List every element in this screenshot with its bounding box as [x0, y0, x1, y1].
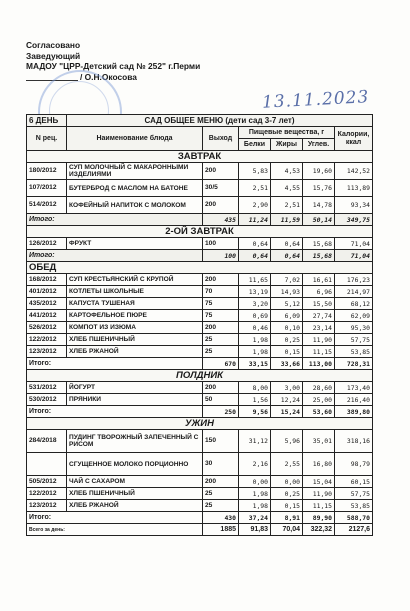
total-proteins: 37,24	[239, 512, 271, 524]
proteins-value: 3,20	[239, 298, 271, 310]
header-row-1	[27, 115, 373, 127]
carbs-value: 35,01	[303, 430, 335, 453]
dish-output: 150	[203, 430, 239, 453]
col-dish-name: Наименование блюда	[67, 127, 203, 151]
total-output: 670	[203, 358, 239, 370]
fats-value: 7,02	[271, 274, 303, 286]
total-row	[27, 512, 373, 524]
total-fats: 15,24	[271, 406, 303, 418]
dish-output: 25	[203, 500, 239, 512]
dish-name: КАРТОФЕЛЬНОЕ ПЮРЕ	[67, 310, 203, 322]
recipe-number: 435/2012	[27, 298, 67, 310]
col-carbs: Углев.	[303, 139, 335, 151]
dish-row	[27, 197, 373, 214]
dish-name: ПУДИНГ ТВОРОЖНЫЙ ЗАПЕЧЕННЫЙ С РИСОМ	[67, 430, 203, 453]
fats-value: 5,96	[271, 430, 303, 453]
dish-name: ХЛЕБ РЖАНОЙ	[67, 500, 203, 512]
dish-output: 30	[203, 453, 239, 476]
dish-output: 200	[203, 163, 239, 180]
total-fats: 33,66	[271, 358, 303, 370]
fats-value: 0,15	[271, 500, 303, 512]
calories-value: 216,40	[335, 394, 373, 406]
carbs-value: 11,15	[303, 346, 335, 358]
total-row	[27, 250, 373, 262]
recipe-number: 180/2012	[27, 163, 67, 180]
proteins-value: 2,51	[239, 180, 271, 197]
proteins-value: 2,90	[239, 197, 271, 214]
section-header	[27, 151, 373, 163]
total-calories: 728,31	[335, 358, 373, 370]
recipe-number: 123/2012	[27, 500, 67, 512]
dish-row	[27, 476, 373, 488]
recipe-number: 530/2012	[27, 394, 67, 406]
carbs-value: 28,60	[303, 382, 335, 394]
total-carbs: 50,14	[303, 214, 335, 226]
section-header	[27, 226, 373, 238]
dish-output: 200	[203, 322, 239, 334]
dish-name: БУТЕРБРОД С МАСЛОМ НА БАТОНЕ	[67, 180, 203, 197]
proteins-value: 0,00	[239, 476, 271, 488]
carbs-value: 11,90	[303, 334, 335, 346]
dish-name: ПРЯНИКИ	[67, 394, 203, 406]
dish-row	[27, 274, 373, 286]
total-label: Итого:	[27, 250, 203, 262]
carbs-value: 11,15	[303, 500, 335, 512]
dish-output: 200	[203, 476, 239, 488]
total-proteins: 9,56	[239, 406, 271, 418]
dish-row	[27, 453, 373, 476]
dish-name: ХЛЕБ ПШЕНИЧНЫЙ	[67, 334, 203, 346]
total-calories: 349,75	[335, 214, 373, 226]
total-carbs: 89,90	[303, 512, 335, 524]
proteins-value: 1,98	[239, 500, 271, 512]
calories-value: 173,40	[335, 382, 373, 394]
total-calories: 588,70	[335, 512, 373, 524]
carbs-value: 27,74	[303, 310, 335, 322]
col-nutrients: Пищевые вещества, г	[239, 127, 335, 139]
approval-block	[26, 40, 200, 82]
recipe-number: 107/2012	[27, 180, 67, 197]
col-calories: Калории, ккал	[335, 127, 373, 151]
carbs-value: 14,78	[303, 197, 335, 214]
calories-value: 95,30	[335, 322, 373, 334]
dish-output: 25	[203, 346, 239, 358]
grand-total-fats: 70,04	[271, 524, 303, 536]
total-label: Итого:	[27, 358, 203, 370]
total-calories: 71,04	[335, 250, 373, 262]
recipe-number: 526/2012	[27, 322, 67, 334]
dish-name: СУП МОЛОЧНЫЙ С МАКАРОННЫМИ ИЗДЕЛИЯМИ	[67, 163, 203, 180]
calories-value: 57,75	[335, 488, 373, 500]
total-proteins: 33,15	[239, 358, 271, 370]
fats-value: 0,25	[271, 334, 303, 346]
dish-name: КАПУСТА ТУШЕНАЯ	[67, 298, 203, 310]
menu-title: САД ОБЩЕЕ МЕНЮ (дети сад 3-7 лет)	[67, 115, 373, 127]
grand-total-output: 1885	[203, 524, 239, 536]
carbs-value: 15,76	[303, 180, 335, 197]
fats-value: 14,93	[271, 286, 303, 298]
dish-name: ФРУКТ	[67, 238, 203, 250]
dish-name: СУП КРЕСТЬЯНСКИЙ С КРУПОЙ	[67, 274, 203, 286]
dish-output: 200	[203, 382, 239, 394]
dish-row	[27, 430, 373, 453]
calories-value: 71,04	[335, 238, 373, 250]
fats-value: 5,12	[271, 298, 303, 310]
dish-output: 25	[203, 334, 239, 346]
total-fats: 0,64	[271, 250, 303, 262]
total-output: 250	[203, 406, 239, 418]
total-carbs: 53,60	[303, 406, 335, 418]
total-label: Итого:	[27, 214, 203, 226]
proteins-value: 0,69	[239, 310, 271, 322]
proteins-value: 2,16	[239, 453, 271, 476]
grand-total-carbs: 322,32	[303, 524, 335, 536]
total-row	[27, 214, 373, 226]
proteins-value: 11,65	[239, 274, 271, 286]
total-proteins: 11,24	[239, 214, 271, 226]
col-output: Выход	[203, 127, 239, 151]
dish-row	[27, 180, 373, 197]
recipe-number: 122/2012	[27, 488, 67, 500]
calories-value: 53,85	[335, 346, 373, 358]
recipe-number: 168/2012	[27, 274, 67, 286]
dish-row	[27, 382, 373, 394]
recipe-number: 505/2012	[27, 476, 67, 488]
dish-name: КОМПОТ ИЗ ИЗЮМА	[67, 322, 203, 334]
fats-value: 2,51	[271, 197, 303, 214]
section-title: ЗАВТРАК	[27, 151, 373, 163]
col-recipe-no: N рец.	[27, 127, 67, 151]
approval-position: Заведующий	[26, 50, 81, 61]
fats-value: 0,25	[271, 488, 303, 500]
dish-name: КОТЛЕТЫ ШКОЛЬНЫЕ	[67, 286, 203, 298]
total-calories: 389,80	[335, 406, 373, 418]
recipe-number: 122/2012	[27, 334, 67, 346]
carbs-value: 15,50	[303, 298, 335, 310]
section-header	[27, 262, 373, 274]
fats-value: 0,10	[271, 322, 303, 334]
dish-output: 100	[203, 238, 239, 250]
dish-output: 200	[203, 274, 239, 286]
proteins-value: 1,98	[239, 334, 271, 346]
carbs-value: 15,68	[303, 238, 335, 250]
section-header	[27, 370, 373, 382]
grand-total-proteins: 91,83	[239, 524, 271, 536]
grand-total-label: Всего за день:	[27, 524, 203, 536]
calories-value: 318,16	[335, 430, 373, 453]
total-fats: 8,91	[271, 512, 303, 524]
proteins-value: 13,19	[239, 286, 271, 298]
dish-row	[27, 500, 373, 512]
fats-value: 0,64	[271, 238, 303, 250]
total-output: 430	[203, 512, 239, 524]
total-output: 100	[203, 250, 239, 262]
dish-row	[27, 394, 373, 406]
total-carbs: 113,00	[303, 358, 335, 370]
dish-name: ХЛЕБ ПШЕНИЧНЫЙ	[67, 488, 203, 500]
dish-output: 75	[203, 298, 239, 310]
section-title: УЖИН	[27, 418, 373, 430]
calories-value: 98,79	[335, 453, 373, 476]
fats-value: 12,24	[271, 394, 303, 406]
carbs-value: 16,80	[303, 453, 335, 476]
dish-name: КОФЕЙНЫЙ НАПИТОК С МОЛОКОМ	[67, 197, 203, 214]
dish-output: 30/5	[203, 180, 239, 197]
section-title: 2-ОЙ ЗАВТРАК	[27, 226, 373, 238]
proteins-value: 5,83	[239, 163, 271, 180]
recipe-number: 441/2012	[27, 310, 67, 322]
proteins-value: 1,56	[239, 394, 271, 406]
dish-name: ХЛЕБ РЖАНОЙ	[67, 346, 203, 358]
dish-row	[27, 488, 373, 500]
total-proteins: 0,64	[239, 250, 271, 262]
dish-output: 200	[203, 197, 239, 214]
fats-value: 4,55	[271, 180, 303, 197]
section-title: ПОЛДНИК	[27, 370, 373, 382]
dish-row	[27, 346, 373, 358]
calories-value: 113,89	[335, 180, 373, 197]
carbs-value: 16,61	[303, 274, 335, 286]
total-row	[27, 406, 373, 418]
total-row	[27, 358, 373, 370]
calories-value: 176,23	[335, 274, 373, 286]
dish-row	[27, 334, 373, 346]
recipe-number: 284/2018	[27, 430, 67, 453]
dish-row	[27, 238, 373, 250]
proteins-value: 8,00	[239, 382, 271, 394]
fats-value: 3,00	[271, 382, 303, 394]
recipe-number: 126/2012	[27, 238, 67, 250]
carbs-value: 25,00	[303, 394, 335, 406]
dish-name: СГУЩЕННОЕ МОЛОКО ПОРЦИОННО	[67, 453, 203, 476]
section-title: ОБЕД	[27, 262, 373, 274]
day-label: 6 ДЕНЬ	[27, 115, 67, 127]
col-fats: Жиры	[271, 139, 303, 151]
recipe-number: 123/2012	[27, 346, 67, 358]
col-proteins: Белки	[239, 139, 271, 151]
total-fats: 11,59	[271, 214, 303, 226]
handwritten-date: 13.11.2023	[261, 87, 370, 113]
calories-value: 68,12	[335, 298, 373, 310]
header-row-2	[27, 127, 373, 139]
calories-value: 57,75	[335, 334, 373, 346]
approval-signer: / О.Н.Окосова	[80, 71, 137, 82]
menu-table	[26, 114, 373, 536]
total-label: Итого:	[27, 512, 203, 524]
calories-value: 142,52	[335, 163, 373, 180]
dish-row	[27, 286, 373, 298]
proteins-value: 31,12	[239, 430, 271, 453]
grand-total-calories: 2127,6	[335, 524, 373, 536]
carbs-value: 23,14	[303, 322, 335, 334]
carbs-value: 11,90	[303, 488, 335, 500]
fats-value: 6,09	[271, 310, 303, 322]
dish-output: 50	[203, 394, 239, 406]
recipe-number: 401/2012	[27, 286, 67, 298]
recipe-number: 514/2012	[27, 197, 67, 214]
fats-value: 0,00	[271, 476, 303, 488]
dish-row	[27, 163, 373, 180]
recipe-number	[27, 453, 67, 476]
calories-value: 53,85	[335, 500, 373, 512]
approval-organization: МАДОУ "ЦРР-Детский сад № 252" г.Перми	[26, 61, 201, 71]
total-output: 435	[203, 214, 239, 226]
carbs-value: 6,96	[303, 286, 335, 298]
proteins-value: 1,98	[239, 488, 271, 500]
proteins-value: 0,64	[239, 238, 271, 250]
dish-row	[27, 310, 373, 322]
fats-value: 2,55	[271, 453, 303, 476]
recipe-number: 531/2012	[27, 382, 67, 394]
fats-value: 4,53	[271, 163, 303, 180]
dish-output: 70	[203, 286, 239, 298]
calories-value: 62,09	[335, 310, 373, 322]
total-label: Итого:	[27, 406, 203, 418]
calories-value: 214,97	[335, 286, 373, 298]
total-carbs: 15,68	[303, 250, 335, 262]
proteins-value: 1,98	[239, 346, 271, 358]
approval-agreed: Согласовано	[26, 40, 81, 50]
proteins-value: 0,46	[239, 322, 271, 334]
grand-total-row	[27, 524, 373, 536]
dish-name: ЧАЙ С САХАРОМ	[67, 476, 203, 488]
calories-value: 93,34	[335, 197, 373, 214]
dish-output: 75	[203, 310, 239, 322]
fats-value: 0,15	[271, 346, 303, 358]
dish-row	[27, 322, 373, 334]
carbs-value: 15,04	[303, 476, 335, 488]
calories-value: 60,15	[335, 476, 373, 488]
dish-row	[27, 298, 373, 310]
dish-output: 25	[203, 488, 239, 500]
carbs-value: 19,60	[303, 163, 335, 180]
section-header	[27, 418, 373, 430]
dish-name: ЙОГУРТ	[67, 382, 203, 394]
